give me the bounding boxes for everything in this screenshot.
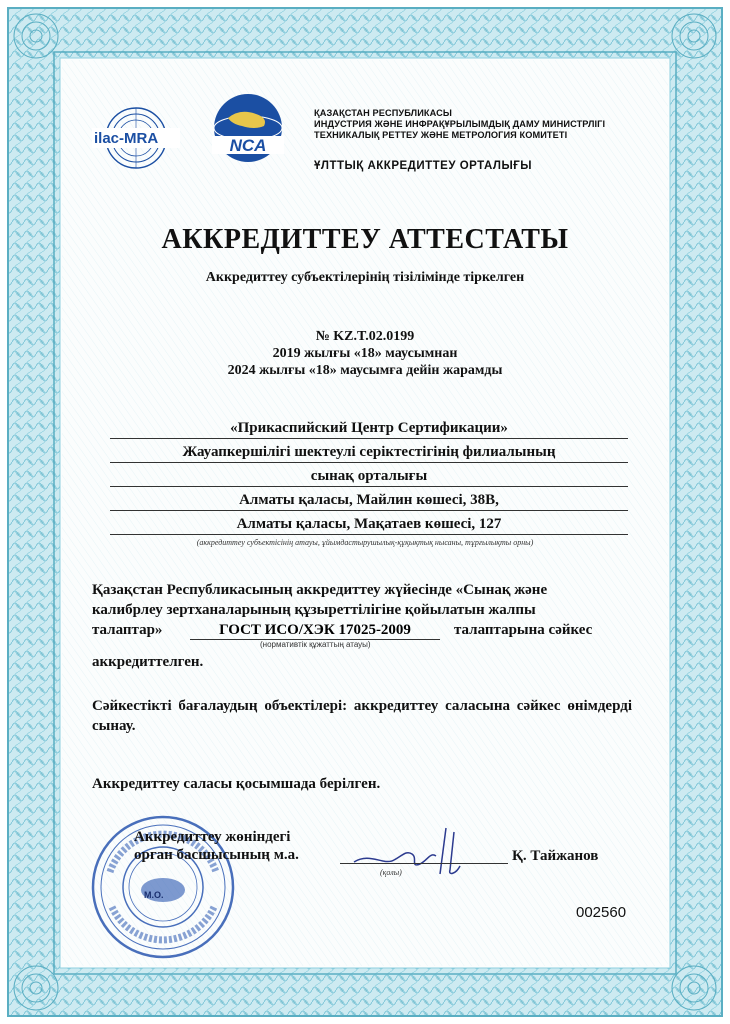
signature-line	[340, 863, 508, 864]
organization-line: Алматы қаласы, Майлин көшесі, 38В,	[110, 490, 628, 511]
ministry-line: ИНДУСТРИЯ ЖӘНЕ ИНФРАҚҰРЫЛЫМДЫҚ ДАМУ МИНИСТРЛІГІ	[314, 119, 606, 129]
serial-number: 002560	[576, 904, 627, 921]
document-title: АККРЕДИТТЕУ АТТЕСТАТЫ	[161, 224, 569, 255]
ministry-line: ТЕХНИКАЛЫҚ РЕТТЕУ ЖӘНЕ МЕТРОЛОГИЯ КОМИТЕТІ	[314, 130, 568, 140]
nca-logo-text: NCA	[229, 136, 267, 155]
ministry-header	[314, 108, 654, 141]
certificate-number: № KZ.T.02.0199	[315, 329, 415, 344]
standard-name: ГОСТ ИСО/ХЭК 17025-2009	[190, 621, 440, 640]
conformity-objects: Сәйкестікті бағалаудың объектілері: аккредиттеу саласына сәйкес өнімдерді сынау.	[92, 698, 632, 734]
document-subtitle: Аккредиттеу субъектілерінің тізілімінде тіркелген	[205, 270, 525, 285]
accreditation-suffix: талаптарына сәйкес	[454, 622, 593, 638]
accreditation-prefix: талаптар»	[92, 622, 163, 638]
ministry-line: ҚАЗАҚСТАН РЕСПУБЛИКАСЫ	[314, 108, 452, 118]
stamp-mark: М.О.	[144, 890, 164, 900]
certificate-details	[0, 328, 730, 379]
signatory-role	[134, 828, 299, 864]
valid-from: 2019 жылғы «18» маусымнан	[272, 346, 458, 361]
signatory-role-line: Аккредиттеу жөніндегі	[134, 829, 291, 845]
handwritten-signature	[350, 822, 470, 882]
signer-name: Қ. Тайжанов	[512, 848, 599, 864]
accreditation-line: Қазақстан Республикасының аккредиттеу жүйесінде «Сынақ және	[92, 582, 548, 598]
accreditation-line: калибрлеу зертханаларының құзыреттілігіне қойылатын жалпы	[92, 602, 536, 618]
standard-note: (нормативтік құжаттың атауы)	[260, 640, 371, 649]
signatory-role-line: орган басшысының м.а.	[134, 847, 299, 863]
organization-note: (аккредиттеу субъектісінің атауы, ұйымдастырушылық-құқықтық нысаны, тұрғылықты орны)	[196, 538, 534, 547]
organization-line: Алматы қаласы, Мақатаев көшесі, 127	[110, 514, 628, 535]
valid-to: 2024 жылғы «18» маусымға дейін жарамды	[227, 363, 503, 378]
scope-note: Аккредиттеу саласы қосымшада берілген.	[92, 776, 381, 792]
signature-note: (қолы)	[380, 868, 402, 877]
nca-logo	[198, 90, 298, 170]
center-name: ҰЛТТЫҚ АККРЕДИТТЕУ ОРТАЛЫҒЫ	[314, 160, 533, 172]
ilac-logo-text: ilac-MRA	[94, 130, 159, 147]
ilac-mra-logo	[90, 98, 182, 172]
organization-line: «Прикаспийский Центр Сертификации»	[110, 418, 628, 439]
organization-line: сынақ орталығы	[110, 466, 628, 487]
accreditation-end: аккредиттелген.	[92, 654, 204, 670]
organization-line: Жауапкершілігі шектеулі серіктестігінің филиалының	[110, 442, 628, 463]
